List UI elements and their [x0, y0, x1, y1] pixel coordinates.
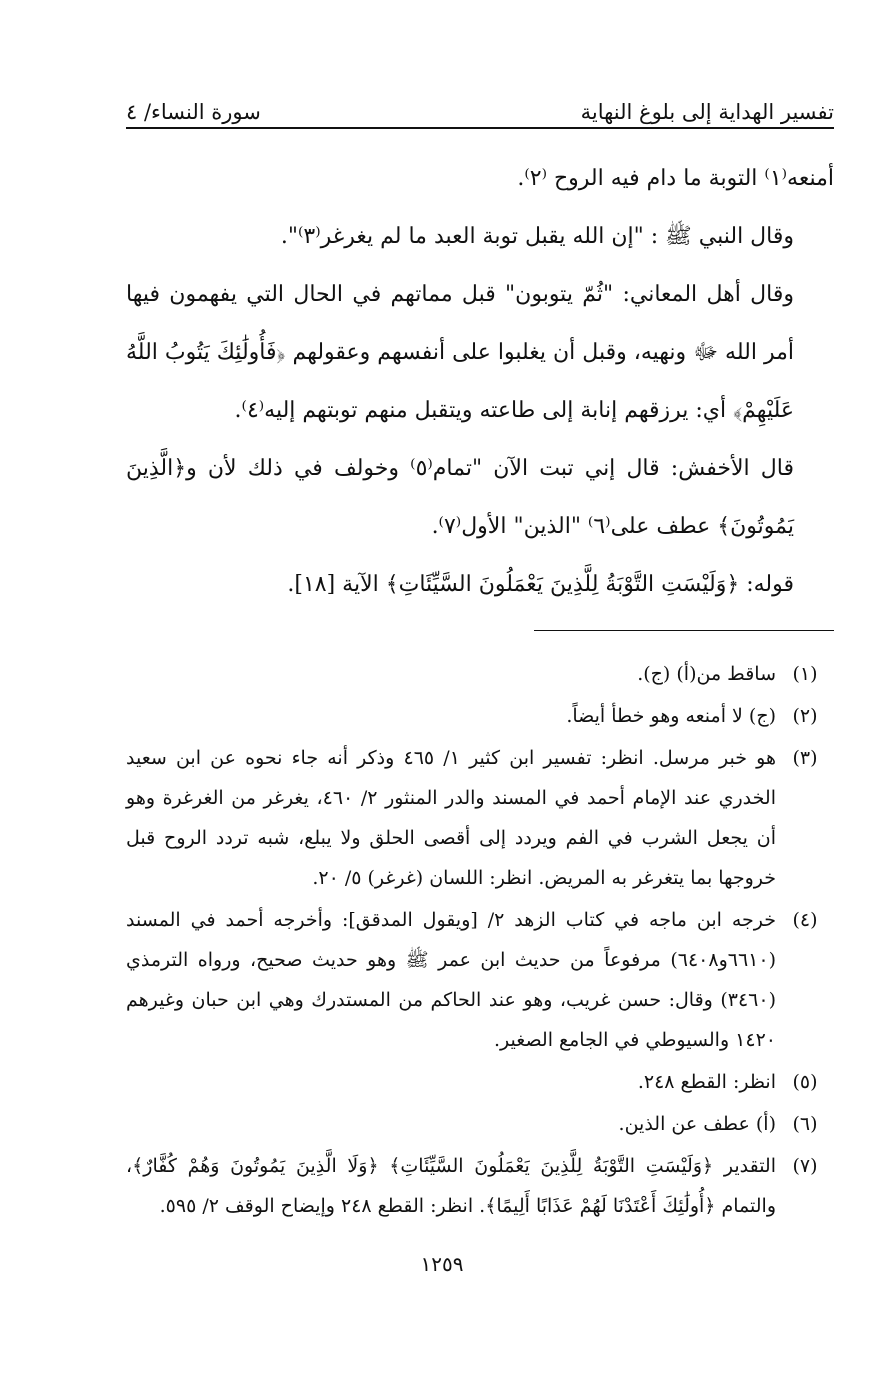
footnote-text: انظر: القطع ٢٤٨. — [637, 1071, 776, 1093]
footnote-number: (٢) — [792, 705, 818, 727]
footnote — [126, 738, 834, 898]
footnote — [126, 696, 834, 736]
footnote-number: (٦) — [792, 1113, 818, 1135]
footnote-text: (ج) لا أمنعه وهو خطأ أيضاً. — [566, 705, 776, 727]
footnote — [126, 900, 834, 1060]
header-divider — [126, 127, 834, 129]
main-text — [126, 150, 834, 614]
footnotes — [126, 652, 834, 1228]
book-title: تفسير الهداية إلى بلوغ النهاية — [580, 100, 834, 124]
footnote-text: (أ) عطف عن الذين. — [618, 1113, 776, 1135]
footnote-number: (٤) — [792, 909, 818, 931]
paragraph: قوله: ﴿وَلَيْسَتِ التَّوْبَةُ لِلَّذِينَ يَعْمَلُونَ السَّيِّئَاتِ﴾ الآية [١٨]. — [287, 572, 794, 597]
surah-label: سورة النساء/ ٤ — [126, 100, 261, 124]
footnote-text: ساقط من(أ) (ج). — [637, 663, 776, 685]
footnote-text: هو خبر مرسل. انظر: تفسير ابن كثير ١/ ٤٦٥ وذكر أنه جاء نحوه عن ابن سعيد الخدري عند الإمام أحمد في المسند والدر المنثور ٢/ ٤٦٠، يغرغر من الغرغرة وهو أن يجعل الشرب في الفم ويردد إلى أقصى الحلق ولا يبلع، شبه تردد الروح قبل خروجها بما يتغرغر به المريض. انظر: اللسان (غرغر) ٥/ ٢٠. — [126, 747, 776, 889]
page-number: ١٢٥٩ — [420, 1252, 464, 1276]
footnote-number: (٣) — [792, 747, 818, 769]
footnote — [126, 1062, 834, 1102]
running-header — [126, 84, 834, 124]
footnote-number: (١) — [792, 663, 818, 685]
paragraph: أمنعه⁽١⁾ التوبة ما دام فيه الروح ⁽٢⁾. — [517, 166, 834, 191]
footnote-text: خرجه ابن ماجه في كتاب الزهد ٢/ [ويقول المدقق]: وأخرجه أحمد في المسند (٦٦١٠و٦٤٠٨) مرفوعاً من حديث ابن عمر ﷺ وهو حديث صحيح، ورواه الترمذي (٣٤٦٠) وقال: حسن غريب، وهو عند الحاكم من المستدرك وهي ابن حبان وغيرهم ١٤٢٠ والسيوطي في الجامع الصغير. — [126, 909, 776, 1051]
footnote — [126, 1146, 834, 1226]
footnote — [126, 1104, 834, 1144]
paragraph: وقال النبي ﷺ : "إن الله يقبل توبة العبد ما لم يغرغر⁽٣⁾". — [280, 224, 794, 249]
footnote-number: (٧) — [792, 1155, 818, 1177]
footnote-divider — [534, 630, 834, 631]
paragraph: قال الأخفش: قال إني تبت الآن "تمام⁽٥⁾ وخولف في ذلك لأن و﴿الَّذِينَ يَمُوتُونَ﴾ عطف على⁽٦⁾ "الذين" الأول⁽٧⁾. — [126, 456, 795, 539]
footnote-text: التقدير ﴿وَلَيْسَتِ التَّوْبَةُ لِلَّذِينَ يَعْمَلُونَ السَّيِّئَاتِ﴾ ﴿وَلَا الَّذِينَ يَمُوتُونَ وَهُمْ كُفَّارٌ﴾، والتمام ﴿أُولَٰئِكَ أَعْتَدْنَا لَهُمْ عَذَابًا أَلِيمًا﴾. انظر: القطع ٢٤٨ وإيضاح الوقف ٢/ ٥٩٥. — [126, 1155, 776, 1217]
footnote-number: (٥) — [792, 1071, 818, 1093]
paragraph: وقال أهل المعاني: "ثُمّ يتوبون" قبل مماتهم في الحال التي يفهمون فيها أمر الله ﷻ ونهيه، وقبل أن يغلبوا على أنفسهم وعقولهم ﴿فَأُولَٰئِكَ يَتُوبُ اللَّهُ عَلَيْهِمْ﴾ أي: يرزقهم إنابة إلى طاعته ويتقبل منهم توبتهم إليه⁽٤⁾. — [126, 282, 794, 423]
footnote — [126, 654, 834, 694]
